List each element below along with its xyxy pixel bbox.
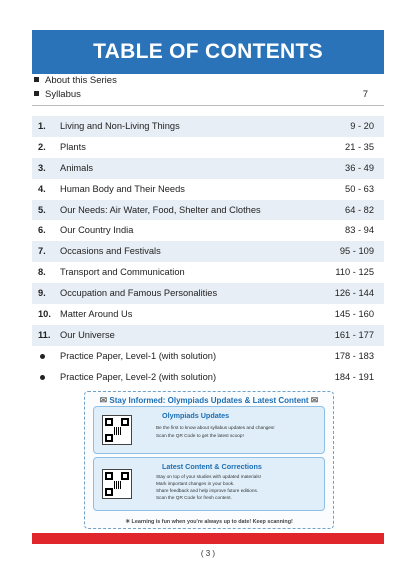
- updates-card: [93, 406, 325, 454]
- lightbulb-icon: ☀: [125, 519, 131, 525]
- info-heading: ✉ Stay Informed: Olympiads Updates & Latest Content ✉: [99, 395, 319, 405]
- square-bullet-icon: [34, 77, 39, 82]
- footer-bar: [32, 533, 384, 544]
- info-box: [84, 391, 334, 529]
- qr-code-icon[interactable]: [102, 415, 132, 445]
- toc-row[interactable]: 4. Human Body and Their Needs 50 - 63: [38, 183, 374, 194]
- card-line: Share feedback and help improve future editions.: [156, 488, 259, 493]
- pre-item-syllabus: [32, 88, 384, 102]
- card-line: Scan the QR Code to get the latest scoop!: [156, 433, 244, 438]
- square-bullet-icon: [34, 91, 39, 96]
- pre-item-label: Syllabus: [45, 89, 81, 100]
- toc-table: [32, 116, 384, 388]
- page-number: ( 3 ): [200, 549, 216, 558]
- toc-row[interactable]: 2. Plants 21 - 35: [38, 141, 374, 152]
- card-line: Mark important changes in your book.: [156, 481, 235, 486]
- divider: [32, 105, 384, 106]
- toc-row[interactable]: 1. Living and Non-Living Things 9 - 20: [32, 116, 384, 137]
- card-line: Stay on top of your studies with updated materials!: [156, 474, 262, 479]
- toc-row[interactable]: 9. Occupation and Famous Personalities 126 - 144: [32, 283, 384, 304]
- card-line: Scan the QR Code for fresh content.: [156, 495, 232, 500]
- info-footer: ☀ Learning is fun when you're always up to date! Keep scanning!: [125, 519, 293, 525]
- megaphone-icon: ✉: [99, 395, 108, 405]
- toc-row[interactable]: Practice Paper, Level-1 (with solution) 178 - 183: [32, 346, 384, 367]
- toc-row[interactable]: 7. Occasions and Festivals 95 - 109: [32, 241, 384, 262]
- toc-row[interactable]: 5. Our Needs: Air Water, Food, Shelter and Clothes 64 - 82: [32, 200, 384, 221]
- qr-code-icon[interactable]: [102, 469, 132, 499]
- pre-item-label: About this Series: [45, 75, 117, 86]
- toc-row[interactable]: 11. Our Universe 161 - 177: [32, 325, 384, 346]
- round-bullet-icon: [40, 354, 45, 359]
- page-title: TABLE OF CONTENTS: [32, 30, 384, 74]
- content-card: [93, 457, 325, 511]
- pre-item-pages: 7: [362, 89, 368, 100]
- megaphone-icon: ✉: [310, 395, 319, 405]
- toc-row[interactable]: 8. Transport and Communication 110 - 125: [38, 267, 374, 278]
- toc-row[interactable]: 3. Animals 36 - 49: [32, 158, 384, 179]
- toc-row[interactable]: 10. Matter Around Us 145 - 160: [38, 309, 374, 320]
- card-title: Latest Content & Corrections: [162, 462, 262, 471]
- card-title: Olympiads Updates: [162, 411, 230, 420]
- round-bullet-icon: [40, 375, 45, 380]
- card-line: Be the first to know about syllabus updates and changes!: [156, 425, 275, 430]
- pre-item-about: [32, 74, 384, 88]
- toc-row[interactable]: Practice Paper, Level-2 (with solution) 184 - 191: [32, 367, 384, 388]
- toc-row[interactable]: 6. Our Country India 83 - 94: [38, 225, 374, 236]
